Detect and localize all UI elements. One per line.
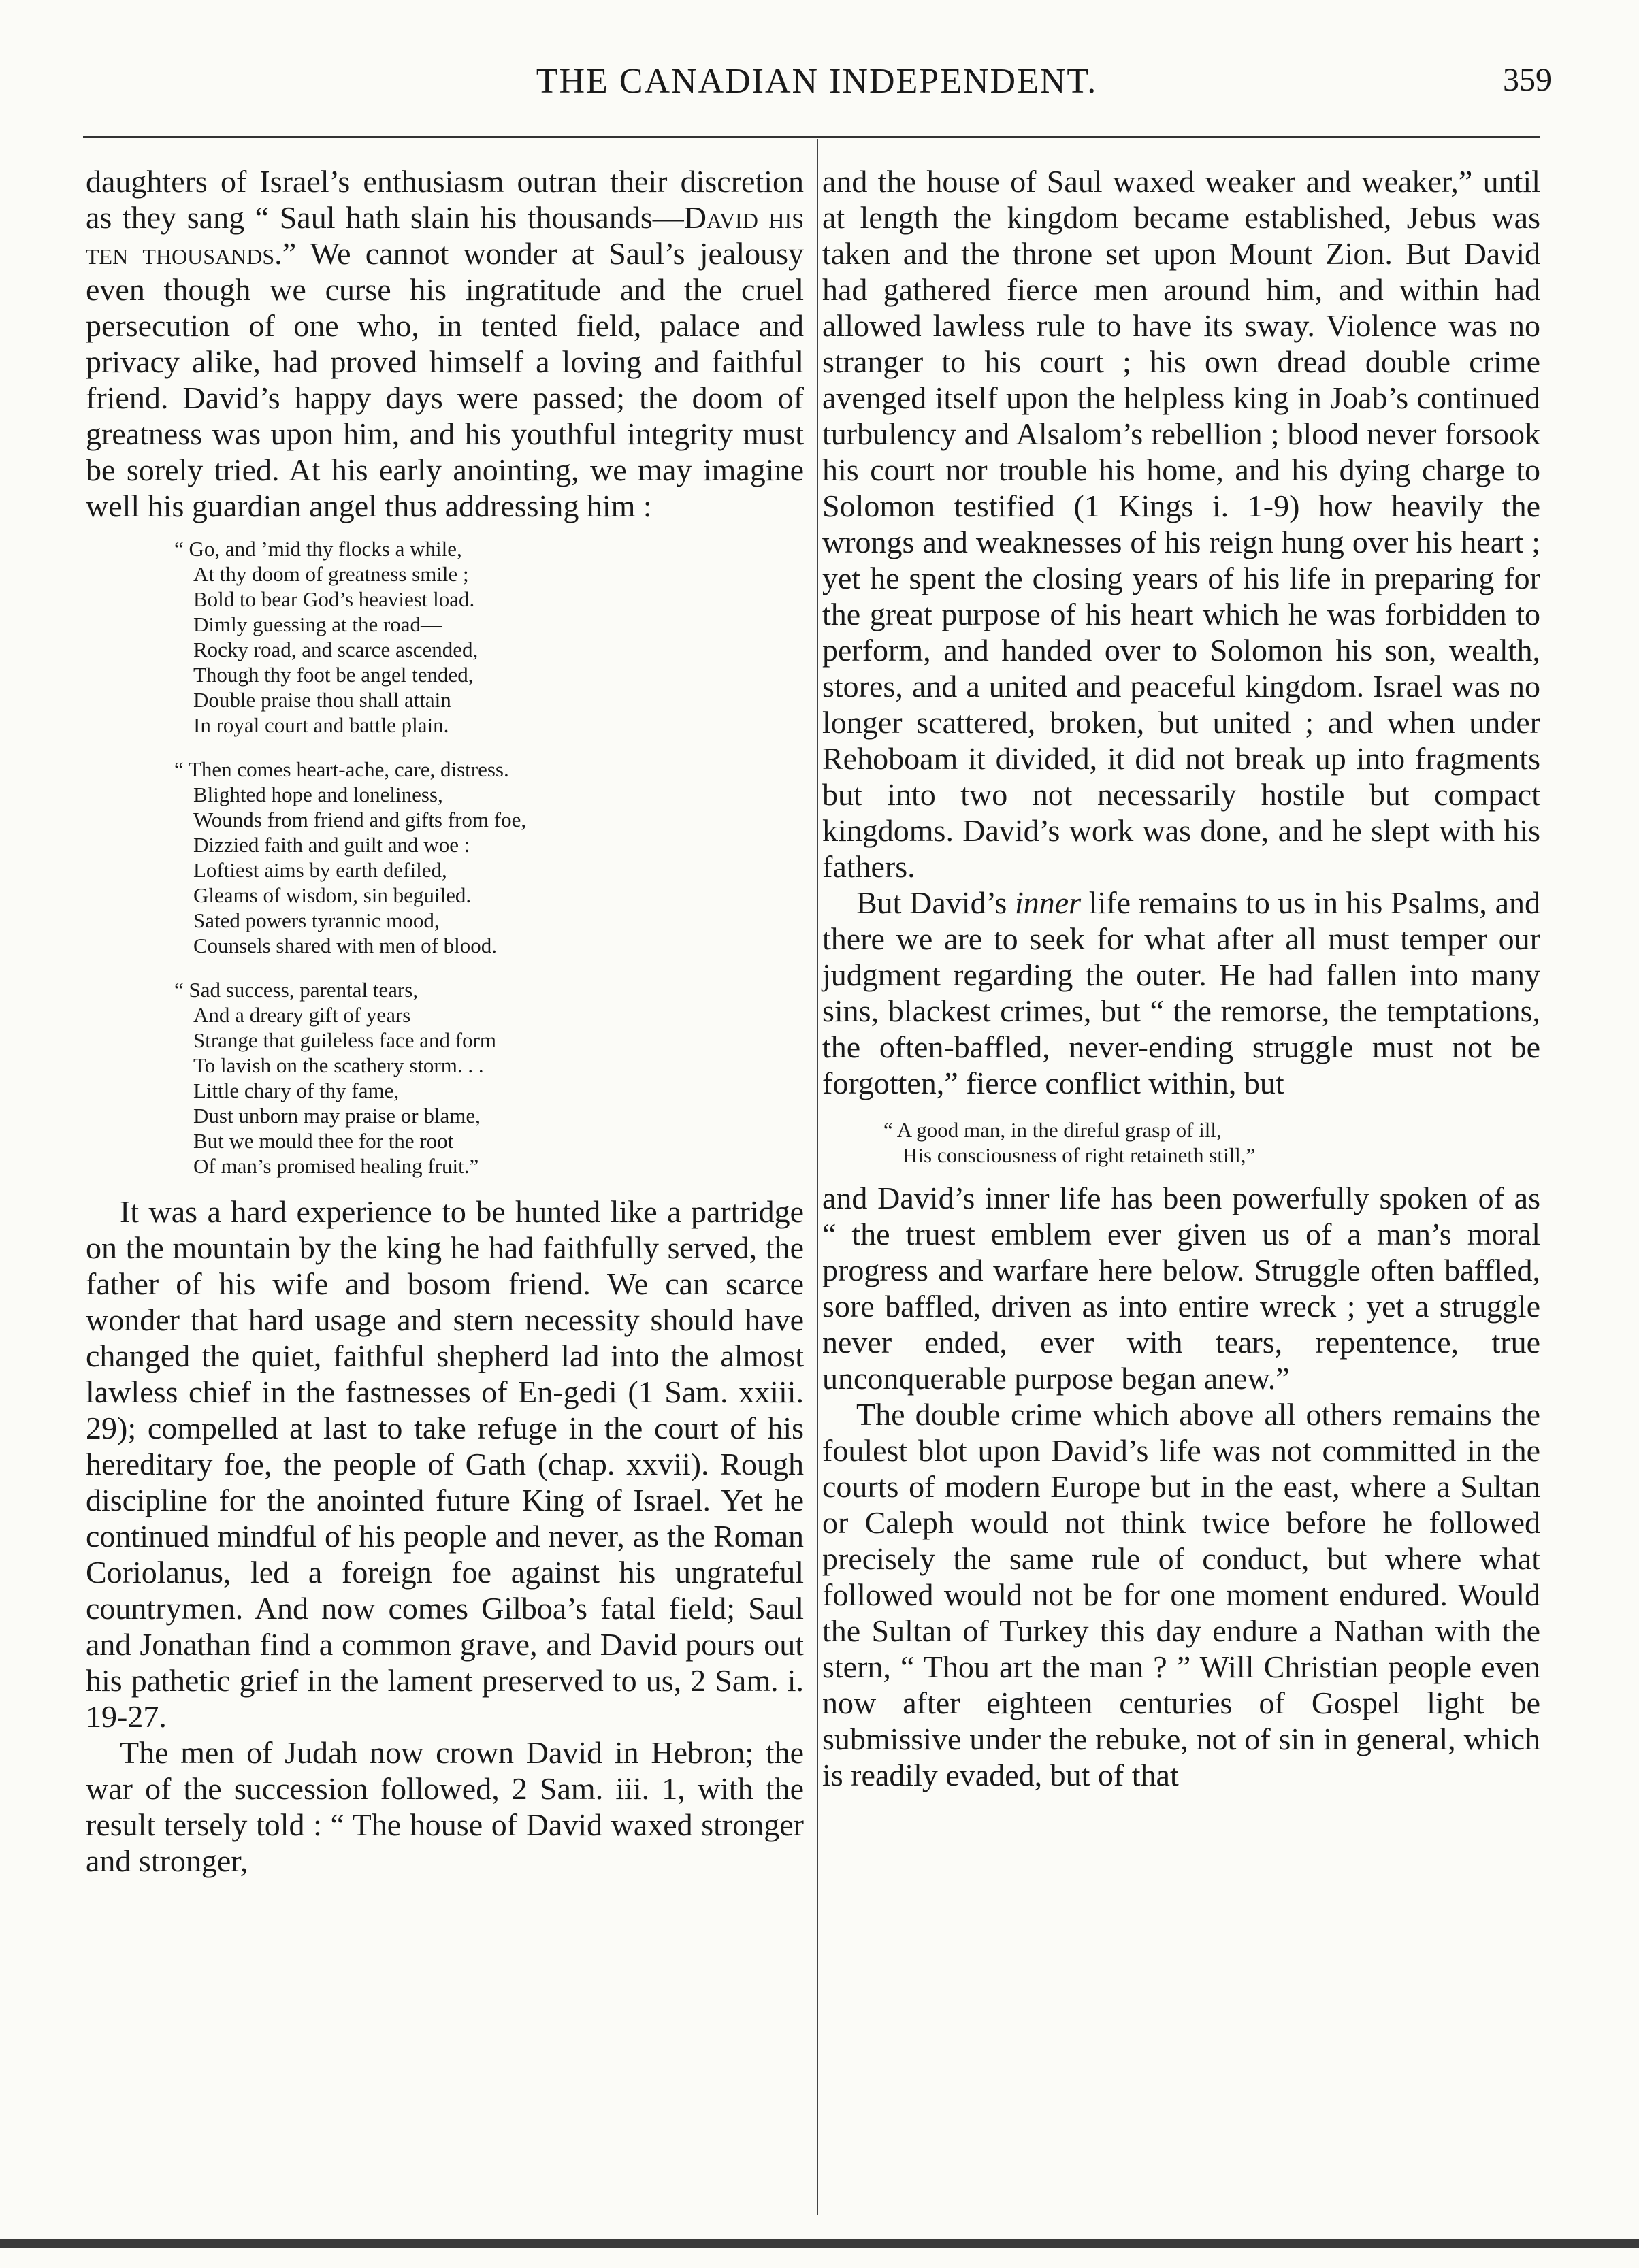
poem-line: Bold to bear God’s heaviest load. <box>193 587 475 611</box>
stanza <box>174 757 804 958</box>
paragraph: The men of Judah now crown David in Hebron; the war of the succession followed, 2 Sam. iii. 1, with the result tersely told : “ The house of David waxed stronger and stronger, <box>86 1735 804 1878</box>
poem <box>174 536 804 1179</box>
page-bottom-edge <box>0 2239 1639 2248</box>
poem-line: In royal court and battle plain. <box>193 713 449 737</box>
poem-line: And a dreary gift of years <box>193 1003 411 1027</box>
text-run: But David’s <box>856 885 1015 920</box>
text-run: life remains to us in his Psalms, and there we are to seek for what after all must temper our judgment regarding the outer. He had fallen into many sins, blackest crimes, but “ the remorse, the temptations, the often-baffled, never-ending struggle must not be forgotten,” fierce conflict within, but <box>822 885 1540 1100</box>
page-number: 359 <box>1503 62 1552 98</box>
poem-line: Of man’s promised healing fruit.” <box>193 1154 479 1178</box>
paragraph: and David’s inner life has been powerfully spoken of as “ the truest emblem ever given us of a man’s moral progress and warfare here below. Struggle often baffled, sore baffled, driven as into entire wreck ; yet a struggle never ended, ever with tears, repentence, true unconquerable purpose began anew.” <box>822 1181 1540 1396</box>
paragraph: It was a hard experience to be hunted like a partridge on the mountain by the king he had faithfully served, the father of his wife and bosom friend. We can scarce wonder that hard usage and stern necessity should have changed the quiet, faithful shepherd lad into the almost lawless chief in the fastnesses of En-gedi (1 Sam. xxiii. 29); compelled at last to take refuge in the court of his hereditary foe, the people of Gath (chap. xxvii). Rough discipline for the anointed future King of Israel. Yet he continued mindful of his people and never, as the Roman Coriolanus, led a foreign foe against his ungrateful countrymen. And now comes Gilboa’s fatal field; Saul and Jonathan find a common grave, and David pours out his pathetic grief in the lament preserved to us, 2 Sam. i. 19-27. <box>86 1194 804 1734</box>
text-run: daughters of Israel’s enthusiasm outran their discretion as they sang “ Saul hath slain his thousands— <box>86 164 804 235</box>
small-caps-text: David his ten thousands. <box>86 200 804 271</box>
text-run: ” We cannot wonder at Saul’s jealousy even though we curse his ingratitude and the cruel persecution of one who, in tented field, palace and privacy alike, had proved himself a loving and faithful friend. David’s happy days were passed; the doom of greatness was upon him, and his youthful integrity must be sorely tried. At his early anointing, we may imagine well his guardian angel thus addressing him : <box>86 236 805 523</box>
header-rule <box>83 136 1540 138</box>
poem-line: Loftiest aims by earth defiled, <box>193 858 447 882</box>
column-divider <box>817 139 818 2215</box>
paragraph: The double crime which above all others remains the foulest blot upon David’s life was not committed in the courts of modern Europe but in the east, where a Sultan or Caleph would not think twice before he followed precisely the same rule of conduct, but where what followed would not be for one moment endured. Would the Sultan of Turkey this day endure a Nathan with the stern, “ Thou art the man ? ” Will Christian people even now after eighteen centuries of Gospel light be submissive under the rebuke, not of sin in general, which is readily evaded, but of that <box>822 1397 1540 1792</box>
poem-line: Gleams of wisdom, sin beguiled. <box>193 883 472 907</box>
poem-line: Dimly guessing at the road— <box>193 612 442 636</box>
right-column <box>822 163 1540 1793</box>
paragraph <box>822 885 1540 1101</box>
quote-line: “ A good man, in the direful grasp of ill, <box>883 1118 1222 1142</box>
poem-line: But we mould thee for the root <box>193 1129 454 1153</box>
poem-line: Strange that guileless face and form <box>193 1028 497 1052</box>
poem-line: Blighted hope and loneliness, <box>193 783 443 806</box>
poem-line: “ Sad success, parental tears, <box>174 978 419 1002</box>
quote-line: His consciousness of right retaineth still,” <box>903 1143 1256 1167</box>
poem-line: At thy doom of greatness smile ; <box>193 562 469 586</box>
running-header <box>82 54 1552 109</box>
poem-line: Wounds from friend and gifts from foe, <box>193 808 527 832</box>
poem-line: Dizzied faith and guilt and woe : <box>193 833 470 857</box>
poem-line: Counsels shared with men of blood. <box>193 934 498 957</box>
poem-line: To lavish on the scathery storm. . . <box>193 1053 484 1077</box>
paragraph: and the house of Saul waxed weaker and weaker,” until at length the kingdom became established, Jebus was taken and the throne set upon Mount Zion. But David had gathered fierce men around him, and within had allowed lawless rule to have its sway. Violence was no stranger to his court ; his own dread double crime avenged itself upon the helpless king in Joab’s continued turbulency and Alsalom’s rebellion ; blood never forsook his court nor trouble his home, and his dying charge to Solomon testified (1 Kings i. 1-9) how heavily the wrongs and weaknesses of his reign hung over his heart ; yet he spent the closing years of his life in preparing for the great purpose of his heart which he was forbidden to perform, and handed over to Solomon his son, wealth, stores, and a united and peaceful kingdom. Israel was no longer scattered, broken, but united ; and when under Rehoboam it divided, it did not break up into fragments but into two not necessarily hostile but compact kingdoms. David’s work was done, and he slept with his fathers. <box>822 164 1540 884</box>
poem-line: “ Then comes heart-ache, care, distress. <box>174 757 509 781</box>
stanza <box>174 977 804 1179</box>
left-column <box>86 163 804 1879</box>
italic-text: inner <box>1014 885 1082 920</box>
paragraph <box>86 163 804 524</box>
poem-line: Rocky road, and scarce ascended, <box>193 638 478 661</box>
poem-line: Little chary of thy fame, <box>193 1079 400 1102</box>
stanza <box>174 536 804 738</box>
verse-quote <box>883 1117 1540 1168</box>
poem-line: Sated powers tyrannic mood, <box>193 908 440 932</box>
poem-line: “ Go, and ’mid thy flocks a while, <box>174 537 462 561</box>
poem-line: Double praise thou shall attain <box>193 688 451 712</box>
poem-line: Though thy foot be angel tended, <box>193 663 474 687</box>
poem-line: Dust unborn may praise or blame, <box>193 1104 481 1128</box>
journal-title: THE CANADIAN INDEPENDENT. <box>536 62 1098 101</box>
